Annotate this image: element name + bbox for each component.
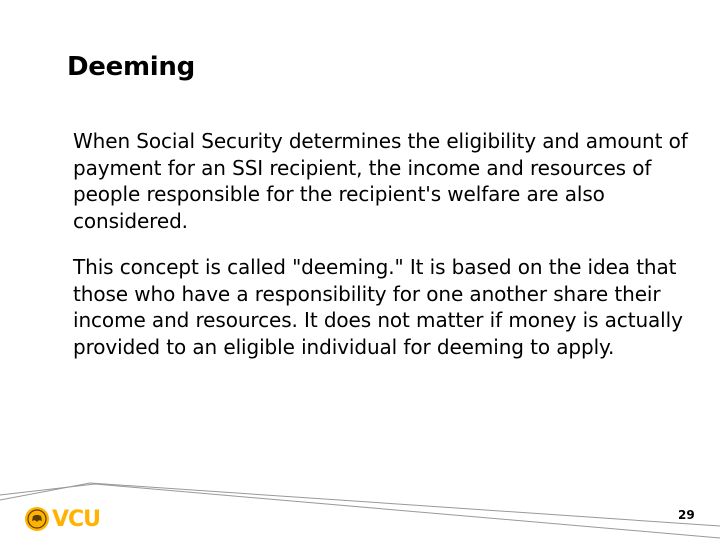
page-number: 29 [678, 508, 695, 522]
vcu-logo [24, 505, 100, 533]
vcu-logo-text: VCU [52, 506, 101, 532]
paragraph-deeming-concept: This concept is called "deeming." It is based on the idea that those who have a responsibility for one another share their income and resources. It does not matter if money is actually provided to an eligible individual for deeming to apply. [73, 255, 683, 359]
footer-decorative-lines [0, 460, 720, 540]
slide-title: Deeming [67, 52, 195, 82]
vcu-ram-seal-icon [24, 506, 50, 532]
paragraph-deeming-definition: When Social Security determines the eligibility and amount of payment for an SSI recipient, the income and resources of people responsible for the recipient's welfare are also considered. [73, 129, 688, 233]
